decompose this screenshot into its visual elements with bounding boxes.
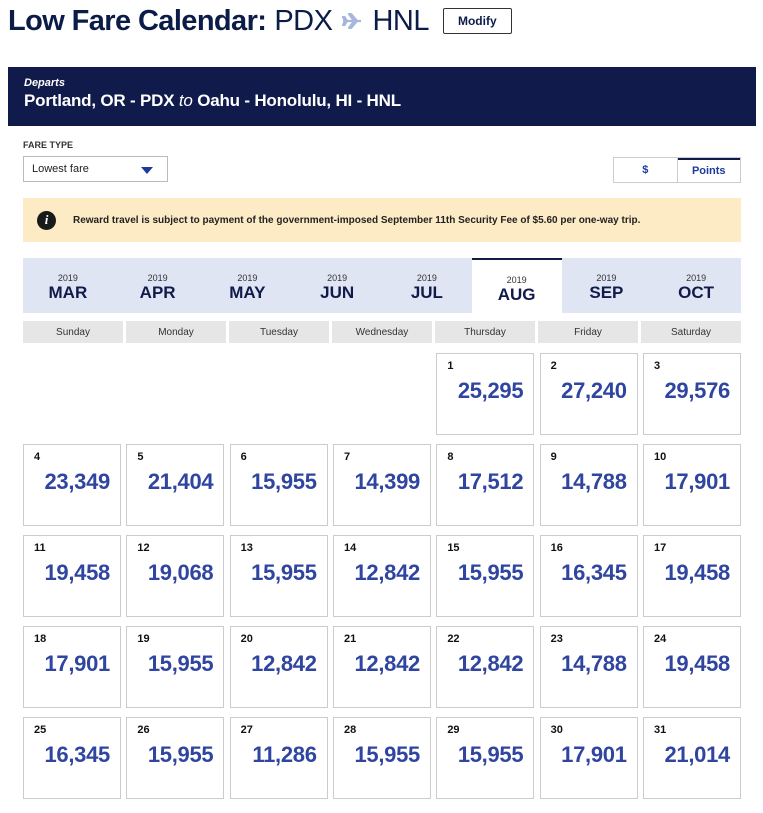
day-price: 21,404 [147, 469, 214, 494]
day-price: 15,955 [457, 560, 524, 585]
day-cell-5[interactable] [126, 444, 224, 526]
fare-calendar-grid [23, 353, 741, 799]
day-number: 12 [137, 542, 150, 554]
weekday-friday: Friday [538, 321, 638, 343]
day-price: 15,955 [147, 742, 214, 767]
month-tab-label: APR [139, 283, 176, 302]
month-tab-year: 2019 [596, 273, 617, 283]
month-tab-oct[interactable] [651, 258, 741, 313]
day-price: 14,788 [561, 469, 627, 494]
day-price: 14,399 [354, 469, 420, 494]
month-tab-sep[interactable] [562, 258, 652, 313]
day-price: 23,349 [44, 469, 110, 494]
weekday-header [23, 321, 741, 343]
day-number: 23 [550, 633, 563, 645]
departure-banner [8, 67, 756, 126]
day-price: 16,345 [561, 560, 627, 585]
day-price: 17,901 [664, 469, 730, 494]
day-price: 12,842 [457, 651, 524, 676]
day-cell-20[interactable] [230, 626, 328, 708]
month-tab-apr[interactable] [113, 258, 203, 313]
month-tab-label: AUG [497, 285, 536, 304]
month-tab-may[interactable] [203, 258, 293, 313]
day-number: 22 [447, 633, 460, 645]
month-tab-aug[interactable] [472, 258, 562, 313]
day-number: 3 [653, 360, 661, 372]
day-price: 15,955 [251, 560, 317, 585]
departs-label: Departs [24, 77, 65, 89]
day-price: 19,458 [664, 651, 730, 676]
modify-button[interactable]: Modify [443, 8, 512, 34]
month-tab-year: 2019 [686, 273, 707, 283]
day-number: 26 [137, 724, 150, 736]
fare-type-value: Lowest fare [32, 163, 89, 175]
weekday-wednesday: Wednesday [332, 321, 432, 343]
page-header [8, 4, 512, 38]
month-tab-label: MAY [229, 283, 266, 302]
month-tab-label: JUN [320, 283, 355, 302]
day-cell-24[interactable] [643, 626, 741, 708]
day-number: 24 [653, 633, 667, 645]
route-text [24, 91, 740, 111]
day-cell-19[interactable] [126, 626, 224, 708]
weekday-tuesday: Tuesday [229, 321, 329, 343]
day-number: 14 [343, 542, 357, 554]
day-cell-1[interactable] [436, 353, 534, 435]
day-number: 15 [447, 542, 460, 554]
plane-icon [342, 13, 362, 29]
day-cell-7[interactable] [333, 444, 431, 526]
day-price: 15,955 [147, 651, 214, 676]
day-cell-4[interactable] [23, 444, 121, 526]
month-tab-label: SEP [589, 283, 624, 302]
day-price: 17,901 [561, 742, 627, 767]
empty-day-cell [23, 353, 121, 435]
day-price: 14,788 [561, 651, 627, 676]
day-cell-11[interactable] [23, 535, 121, 617]
day-price: 19,068 [147, 560, 214, 585]
month-tab-year: 2019 [327, 273, 348, 283]
month-tab-jul[interactable] [382, 258, 472, 313]
day-number: 1 [447, 360, 454, 372]
day-cell-3[interactable] [643, 353, 741, 435]
day-cell-25[interactable] [23, 717, 121, 799]
security-fee-notice [23, 198, 741, 242]
day-number: 6 [240, 451, 247, 463]
empty-day-cell [333, 353, 431, 435]
day-cell-22[interactable] [436, 626, 534, 708]
day-number: 31 [653, 724, 667, 736]
day-price: 16,345 [44, 742, 110, 767]
month-tab-year: 2019 [416, 273, 437, 283]
fare-type-select[interactable] [23, 156, 168, 182]
day-cell-15[interactable] [436, 535, 534, 617]
day-cell-26[interactable] [126, 717, 224, 799]
month-tab-year: 2019 [506, 275, 527, 285]
fare-type-label: FARE TYPE [23, 140, 74, 150]
month-tab-label: OCT [678, 283, 715, 302]
day-cell-27[interactable] [230, 717, 328, 799]
month-tab-year: 2019 [237, 273, 258, 283]
day-price: 29,576 [664, 378, 730, 403]
month-tab-year: 2019 [57, 273, 78, 283]
day-price: 15,955 [354, 742, 420, 767]
day-number: 5 [137, 451, 144, 463]
day-number: 18 [34, 633, 47, 645]
day-cell-30[interactable] [540, 717, 638, 799]
day-cell-9[interactable] [540, 444, 638, 526]
day-cell-2[interactable] [540, 353, 638, 435]
day-number: 19 [137, 633, 150, 645]
day-number: 4 [34, 451, 41, 463]
day-number: 21 [343, 633, 357, 645]
info-icon: i [37, 211, 56, 230]
weekday-saturday: Saturday [641, 321, 741, 343]
day-number: 25 [34, 724, 47, 736]
day-price: 17,512 [457, 469, 524, 494]
route-to-word: to [178, 91, 193, 110]
empty-day-cell [126, 353, 224, 435]
day-price: 15,955 [251, 469, 317, 494]
day-price: 25,295 [457, 378, 524, 403]
day-price: 15,955 [457, 742, 524, 767]
day-cell-10[interactable] [643, 444, 741, 526]
day-number: 28 [343, 724, 357, 736]
destination-code: HNL [372, 4, 429, 37]
day-price: 21,014 [664, 742, 730, 767]
day-number: 30 [550, 724, 563, 736]
day-number: 29 [447, 724, 460, 736]
day-cell-18[interactable] [23, 626, 121, 708]
day-price: 12,842 [354, 560, 420, 585]
day-cell-14[interactable] [333, 535, 431, 617]
day-price: 11,286 [252, 742, 317, 767]
day-cell-17[interactable] [643, 535, 741, 617]
month-tabs [23, 258, 741, 313]
day-price: 12,842 [251, 651, 317, 676]
day-number: 7 [343, 451, 351, 463]
month-tab-jun[interactable] [292, 258, 382, 313]
day-cell-12[interactable] [126, 535, 224, 617]
weekday-thursday: Thursday [435, 321, 535, 343]
day-number: 27 [240, 724, 253, 736]
caret-down-icon [141, 167, 153, 174]
day-number: 16 [550, 542, 563, 554]
toggle-points[interactable]: Points [678, 158, 741, 182]
day-price: 17,901 [44, 651, 110, 676]
day-cell-28[interactable] [333, 717, 431, 799]
day-cell-13[interactable] [230, 535, 328, 617]
month-tab-label: JUL [410, 283, 443, 302]
notice-text: Reward travel is subject to payment of the government-imposed September 11th Security Fee of $5.60 per one-way trip. [73, 214, 641, 226]
origin-code: PDX [274, 4, 333, 37]
month-tab-mar[interactable] [23, 258, 113, 313]
day-cell-29[interactable] [436, 717, 534, 799]
day-number: 20 [240, 633, 253, 645]
day-price: 19,458 [664, 560, 730, 585]
route-origin: Portland, OR - PDX [24, 91, 175, 110]
weekday-sunday: Sunday [23, 321, 123, 343]
day-cell-16[interactable] [540, 535, 638, 617]
month-tab-label: MAR [48, 283, 88, 302]
day-number: 8 [447, 451, 454, 463]
day-number: 11 [34, 542, 46, 554]
day-cell-31[interactable] [643, 717, 741, 799]
day-cell-6[interactable] [230, 444, 328, 526]
day-number: 17 [653, 542, 667, 554]
day-cell-23[interactable] [540, 626, 638, 708]
empty-day-cell [230, 353, 328, 435]
weekday-monday: Monday [126, 321, 226, 343]
day-price: 27,240 [561, 378, 627, 403]
toggle-dollars[interactable]: $ [614, 158, 678, 182]
day-number: 2 [550, 360, 557, 372]
day-cell-8[interactable] [436, 444, 534, 526]
month-tab-year: 2019 [147, 273, 168, 283]
page-title: Low Fare Calendar: [8, 4, 267, 37]
day-number: 9 [550, 451, 557, 463]
currency-toggle [613, 157, 741, 183]
day-price: 12,842 [354, 651, 420, 676]
day-number: 10 [653, 451, 667, 463]
route-destination: Oahu - Honolulu, HI - HNL [197, 91, 401, 110]
day-cell-21[interactable] [333, 626, 431, 708]
day-number: 13 [240, 542, 253, 554]
day-price: 19,458 [44, 560, 110, 585]
